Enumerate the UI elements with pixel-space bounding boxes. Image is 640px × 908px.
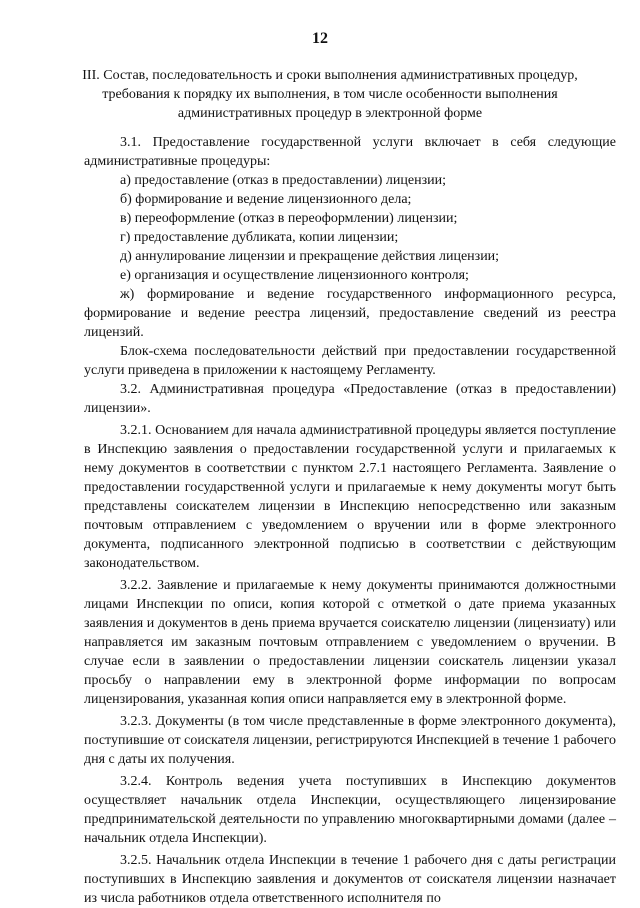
- list-item-v: в) переоформление (отказ в переоформлении) лицензии;: [120, 211, 458, 226]
- paragraph-3-1: 3.1. Предоставление государственной услуги включает в себя следующие административные процедуры:: [84, 135, 616, 169]
- document-body: [84, 133, 616, 908]
- paragraph-3-2-3: 3.2.3. Документы (в том числе представленные в форме электронного документа), поступившие от соискателя лицензии, регистрируются Инспекцией в течение 1 рабочего дня с даты их получения.: [84, 714, 616, 767]
- paragraph-block-scheme: Блок-схема последовательности действий при предоставлении государственной услуги приведена в приложении к настоящему Регламенту.: [84, 344, 616, 378]
- list-item-e: е) организация и осуществление лицензионного контроля;: [120, 268, 469, 283]
- page-number: 12: [312, 30, 328, 47]
- list-item-a: а) предоставление (отказ в предоставлении) лицензии;: [120, 173, 447, 188]
- list-item-d: д) аннулирование лицензии и прекращение действия лицензии;: [120, 249, 500, 264]
- section-title: III. Состав, последовательность и сроки выполнения административных процедур, требования к порядку их выполнения, в том числе особенности выполнения административных процедур в электронной форме: [82, 68, 578, 121]
- paragraph-3-2: 3.2. Административная процедура «Предоставление (отказ в предоставлении) лицензии».: [84, 382, 616, 416]
- paragraph-3-2-5: 3.2.5. Начальник отдела Инспекции в течение 1 рабочего дня с даты регистрации поступивших в Инспекцию заявления и документов от соискателя лицензии назначает из числа работников отдела ответственного исполнителя по: [84, 853, 616, 906]
- paragraph-3-2-1: 3.2.1. Основанием для начала административной процедуры является поступление в Инспекцию заявления о предоставлении государственной услуги и прилагаемых к нему документов в соответствии с пунктом 2.7.1 настоящего Регламента. Заявление о предоставлении государственной услуги и прилагаемые к нему документы могут быть представлены соискателем лицензии в Инспекцию непосредственно или заказным почтовым отправлением с уведомлением о вручении или в форме электронного документа, подписанного электронной подписью в соответствии с действующим законодательством.: [84, 423, 616, 571]
- paragraph-3-2-2: 3.2.2. Заявление и прилагаемые к нему документы принимаются должностными лицами Инспекции по описи, копия которой с отметкой о дате приема указанных заявления и документов в день приема вручается соискателю лицензии (лицензиату) или направляется им заказным почтовым отправлением с уведомлением о вручении. В случае если в заявлении о предоставлении лицензии соискатель лицензии указал просьбу о направлении ему в электронной форме информации по вопросам лицензирования, указанная копия описи направляется ему в электронной форме.: [84, 578, 616, 707]
- list-item-g: г) предоставление дубликата, копии лицензии;: [120, 230, 399, 245]
- list-item-b: б) формирование и ведение лицензионного дела;: [120, 192, 412, 207]
- paragraph-3-2-4: 3.2.4. Контроль ведения учета поступивших в Инспекцию документов осуществляет начальник отдела Инспекции, осуществляющего лицензирование предпринимательской деятельности по управлению многоквартирными домами (далее – начальник отдела Инспекции).: [84, 774, 616, 846]
- list-item-zh: ж) формирование и ведение государственного информационного ресурса, формирование и ведение реестра лицензий, предоставление сведений из реестра лицензий.: [84, 287, 616, 340]
